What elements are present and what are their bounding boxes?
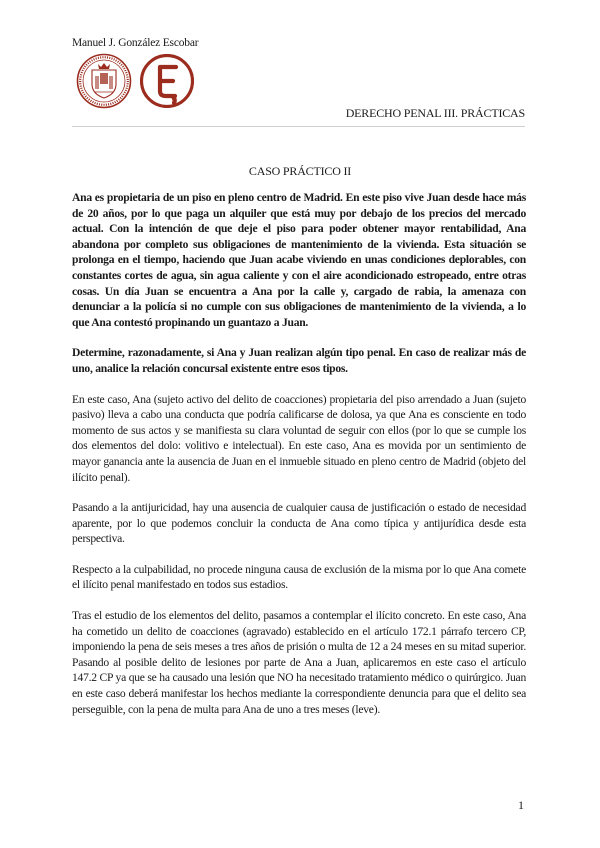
e-letter-logo [140, 54, 194, 108]
case-statement: Ana es propietaria de un piso en pleno centro de Madrid. En este piso vive Juan desde hace más de 20 años, por lo que paga un alquiler que está muy por debajo de los precios del mercado actual. Con la intención de que deje el piso para poder obtener mayor rentabilidad, Ana abandona por completo sus obligaciones de mantenimiento de la vivienda. Esta situación se prolonga en el tiempo, haciendo que Juan acabe viviendo en unas condiciones deplorables, con constantes cortes de agua, sin agua caliente y con el aire acondicionado estropeado, entre otras cosas. Un día Juan se encuentra a Ana por la calle y, cargado de rabia, la amenaza con denunciar a la policía si no cumple con sus obligaciones de mantenimiento de la vivienda, a lo que Ana contestó propinando un guantazo a Juan. [72, 191, 526, 329]
case-title: CASO PRÁCTICO II [248, 164, 352, 178]
header-divider [72, 126, 525, 127]
answer-paragraph: Respecto a la culpabilidad, no procede ninguna causa de exclusión de la misma por lo que Ana comete el ilícito penal manifestado en todos sus estadios. [72, 562, 526, 592]
answer-paragraph: En este caso, Ana (sujeto activo del delito de coacciones) propietaria del piso arrendado a Juan (sujeto pasivo) lleva a cabo una conducta que podría calificarse de dolosa, ya que Ana es consciente en todo momento de sus actos y se manifiesta su clara voluntad de seguir con ellos (por lo que se cumple los dos elementos del dolo: volitivo e intelectual). En este caso, Ana es movida por un sentimiento de mayor ganancia ante la ausencia de Juan en el inmueble situado en pleno centro de Madrid (objeto del ilícito penal). [72, 392, 526, 484]
document-subject-header: DERECHO PENAL III. PRÁCTICAS [345, 106, 525, 120]
page-number: 1 [518, 798, 524, 812]
author-name: Manuel J. González Escobar [72, 37, 199, 49]
answer-paragraph: Pasando a la antijuricidad, hay una ausencia de cualquier causa de justificación o estado de necesidad aparente, por lo que podemos concluir la conducta de Ana como típica y antijurídica desde esta perspectiva. [72, 501, 526, 546]
document-body [72, 190, 526, 732]
case-question: Determine, razonadamente, si Ana y Juan realizan algún tipo penal. En caso de realizar más de uno, analice la relación concursal existente entre esos tipos. [72, 346, 526, 375]
answer-paragraph: Tras el estudio de los elementos del delito, pasamos a contemplar el ilícito concreto. En este caso, Ana ha cometido un delito de coacciones (agravado) establecido en el artículo 172.1 párrafo tercero CP, imponiendo la pena de seis meses a tres años de prisión o multa de 12 a 24 meses en su mitad superior. Pasando al posible delito de lesiones por parte de Ana a Juan, aplicaremos en este caso el artículo 147.2 CP ya que se ha causado una lesión que NO ha necesitado tratamiento médico o quirúrgico. Juan en este caso deberá manifestar los hechos mediante la correspondiente denuncia para que el delito sea perseguible, con la pena de multa para Ana de uno a tres meses (leve). [72, 609, 526, 716]
university-seal-logo [76, 53, 132, 109]
